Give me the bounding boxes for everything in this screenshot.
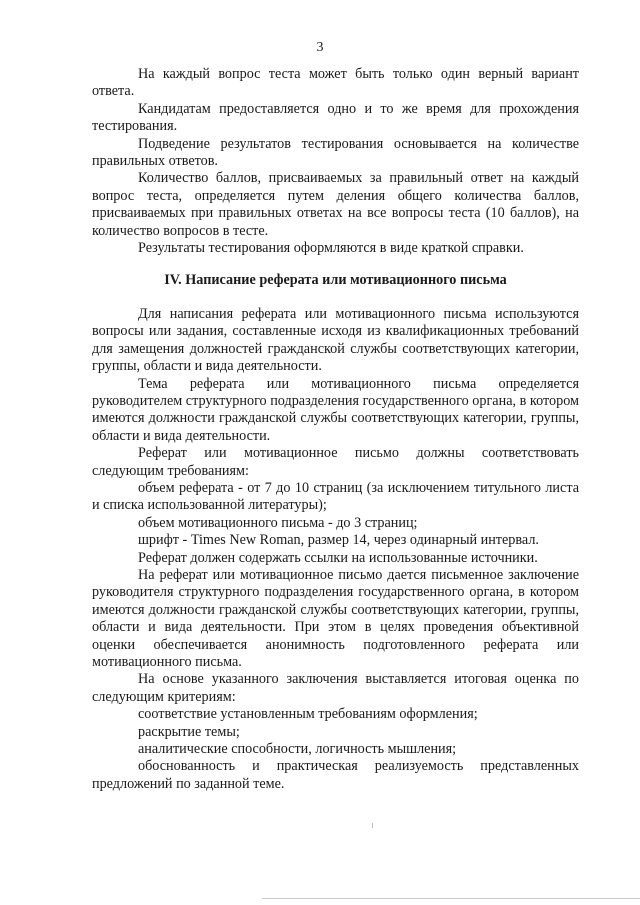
document-body <box>92 66 579 793</box>
list-item: раскрытие темы; <box>138 723 240 740</box>
list-item: объем реферата - от 7 до 10 страниц (за исключением титульного листа и списка использованной литературы); <box>92 479 579 514</box>
section-heading: IV. Написание реферата или мотивационного письма <box>164 272 507 289</box>
paragraph: На основе указанного заключения выставляется итоговая оценка по следующим критериям: <box>92 671 579 705</box>
paragraph: Подведение результатов тестирования основывается на количестве правильных ответов. <box>92 135 579 170</box>
scan-artifact <box>372 823 373 828</box>
paragraph: На реферат или мотивационное письмо дается письменное заключение руководителя структурного подразделения государственного органа, в котором имеются должности гражданской службы соответствующих категории, группы, области и вида деятельности. При этом в целях проведения объективной оценки обеспечивается анонимность подготовленного реферата или мотивационного письма. <box>92 566 579 670</box>
paragraph: Количество баллов, присваиваемых за правильный ответ на каждый вопрос теста, определяется путем деления общего количества баллов, присваиваемых при правильных ответах на все вопросы теста (10 баллов), на количество вопросов в тесте. <box>92 170 579 239</box>
list-item: соответствие установленным требованиям оформления; <box>138 706 478 723</box>
scan-edge-line <box>262 898 640 899</box>
paragraph: Кандидатам предоставляется одно и то же время для прохождения тестирования. <box>92 100 579 135</box>
list-item: аналитические способности, логичность мышления; <box>138 741 457 758</box>
paragraph: На каждый вопрос теста может быть только один верный вариант ответа. <box>92 66 579 100</box>
paragraph: Для написания реферата или мотивационного письма используются вопросы или задания, составленные исходя из квалификационных требований для замещения должностей гражданской службы соответствующих категории, группы, области и вида деятельности. <box>92 305 579 375</box>
list-item: шрифт - Times New Roman, размер 14, через одинарный интервал. <box>138 532 539 549</box>
paragraph: Тема реферата или мотивационного письма определяется руководителем структурного подразделения государственного органа, в котором имеются должности гражданской службы соответствующих категории, группы, области и вида деятельности. <box>92 375 579 444</box>
list-item: объем мотивационного письма - до 3 страниц; <box>138 514 418 531</box>
list-item: обоснованность и практическая реализуемость представленных предложений по заданной теме. <box>92 758 579 792</box>
page-number: 3 <box>316 40 324 55</box>
paragraph: Реферат или мотивационное письмо должны соответствовать следующим требованиям: <box>92 445 579 479</box>
paragraph: Результаты тестирования оформляются в виде краткой справки. <box>138 240 524 257</box>
paragraph: Реферат должен содержать ссылки на использованные источники. <box>138 549 538 566</box>
